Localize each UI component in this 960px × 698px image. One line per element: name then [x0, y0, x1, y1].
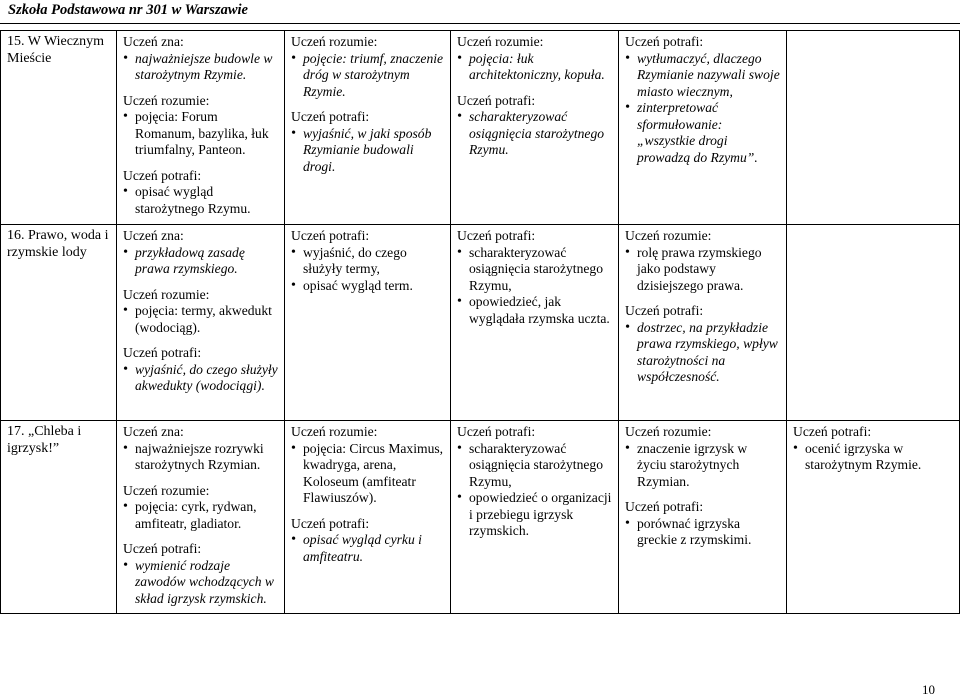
requirements-cell — [285, 421, 451, 614]
requirement-label: Uczeń potrafi: — [123, 167, 202, 183]
requirement-item: • dostrzec, na przykładzie prawa rzymskiego, wpływ starożytności na współczesność. — [625, 320, 780, 386]
requirement-list — [291, 532, 444, 565]
table-row — [1, 225, 960, 421]
requirement-list — [123, 51, 278, 84]
lesson-topic: 17. „Chleba i igrzysk!” — [7, 424, 82, 456]
lesson-topic: 15. W Wiecznym Mieście — [7, 34, 105, 66]
requirement-list — [123, 184, 278, 217]
requirement-item: • przykładową zasadę prawa rzymskiego. — [123, 245, 278, 278]
requirement-item: • wytłumaczyć, dlaczego Rzymianie nazywali swoje miasto wiecznym, — [625, 51, 780, 101]
requirement-list — [793, 441, 953, 474]
requirement-list — [291, 441, 444, 507]
requirement-item: • opowiedzieć o organizacji i przebiegu igrzysk rzymskich. — [457, 490, 612, 540]
requirement-list — [457, 441, 612, 540]
lesson-topic-cell — [1, 225, 117, 421]
requirements-cell — [451, 31, 619, 225]
requirements-cell — [619, 31, 787, 225]
requirement-list — [123, 499, 278, 532]
requirement-item: • wyjaśnić, w jaki sposób Rzymianie budowali drogi. — [291, 126, 444, 176]
requirement-label: Uczeń potrafi: — [291, 228, 370, 243]
requirement-item: • wyjaśnić, do czego służyły akwedukty (wodociągi). — [123, 362, 278, 395]
requirement-list — [291, 51, 444, 101]
requirements-cell — [619, 421, 787, 614]
requirement-list — [123, 303, 278, 336]
curriculum-table-body — [1, 31, 960, 614]
curriculum-table — [0, 30, 960, 614]
requirement-label: Uczeń rozumie: — [291, 34, 378, 49]
requirements-cell — [285, 31, 451, 225]
requirement-item: • scharakteryzować osiągnięcia starożytnego Rzymu. — [457, 109, 612, 159]
requirement-item: • pojęcia: Circus Maximus, kwadryga, arena, Koloseum (amfiteatr Flawiuszów). — [291, 441, 444, 507]
requirement-list — [625, 51, 780, 167]
requirement-label: Uczeń potrafi: — [793, 424, 872, 439]
requirement-list — [123, 245, 278, 278]
requirements-cell — [619, 225, 787, 421]
requirement-label: Uczeń rozumie: — [625, 228, 712, 243]
requirement-item: • wymienić rodzaje zawodów wchodzących w skład igrzysk rzymskich. — [123, 558, 278, 608]
requirement-item: • pojęcia: termy, akwedukt (wodociąg). — [123, 303, 278, 336]
requirement-label: Uczeń potrafi: — [625, 303, 704, 318]
requirement-list — [123, 109, 278, 159]
requirement-item: • ocenić igrzyska w starożytnym Rzymie. — [793, 441, 953, 474]
requirement-item: • scharakteryzować osiągnięcia starożytnego Rzymu, — [457, 245, 612, 295]
requirement-item: • pojęcia: Forum Romanum, bazylika, łuk triumfalny, Panteon. — [123, 109, 278, 159]
requirement-item: • najważniejsze rozrywki starożytnych Rzymian. — [123, 441, 278, 474]
requirement-item: • opowiedzieć, jak wyglądała rzymska uczta. — [457, 294, 612, 327]
requirement-label: Uczeń potrafi: — [625, 34, 704, 49]
requirement-list — [625, 245, 780, 295]
requirements-cell — [787, 225, 960, 421]
requirement-label: Uczeń rozumie: — [123, 286, 210, 302]
requirement-label: Uczeń potrafi: — [123, 345, 202, 360]
requirement-item: • znaczenie igrzysk w życiu starożytnych Rzymian. — [625, 441, 780, 491]
requirement-item: • wyjaśnić, do czego służyły termy, — [291, 245, 444, 278]
requirement-item: • zinterpretować sformułowanie: „wszystkie drogi prowadzą do Rzymu”. — [625, 100, 780, 166]
requirement-list — [625, 320, 780, 386]
requirement-label: Uczeń rozumie: — [291, 424, 378, 439]
requirement-item: • porównać igrzyska greckie z rzymskimi. — [625, 516, 780, 549]
requirement-item: • pojęcia: łuk architektoniczny, kopuła. — [457, 51, 612, 84]
requirement-item: • scharakteryzować osiągnięcia starożytnego Rzymu, — [457, 441, 612, 491]
requirement-list — [457, 109, 612, 159]
requirement-label: Uczeń potrafi: — [457, 228, 536, 243]
requirement-list — [457, 51, 612, 84]
requirement-label: Uczeń potrafi: — [457, 424, 536, 439]
school-header: Szkoła Podstawowa nr 301 w Warszawie — [8, 2, 248, 18]
table-row — [1, 31, 960, 225]
lesson-topic-cell — [1, 421, 117, 614]
page-number: 10 — [922, 682, 935, 697]
requirement-label: Uczeń rozumie: — [457, 34, 544, 49]
requirement-list — [123, 362, 278, 395]
requirement-label: Uczeń rozumie: — [625, 424, 712, 439]
requirement-label: Uczeń potrafi: — [291, 515, 370, 531]
requirements-cell — [451, 225, 619, 421]
requirement-item: • rolę prawa rzymskiego jako podstawy dzisiejszego prawa. — [625, 245, 780, 295]
requirement-list — [625, 441, 780, 491]
requirements-cell — [285, 225, 451, 421]
requirement-label: Uczeń potrafi: — [625, 499, 704, 514]
table-row — [1, 421, 960, 614]
requirement-list — [291, 245, 444, 295]
requirements-cell — [451, 421, 619, 614]
requirement-list — [123, 441, 278, 474]
requirement-label: Uczeń zna: — [123, 34, 184, 49]
requirements-cell — [787, 31, 960, 225]
requirement-label: Uczeń potrafi: — [457, 92, 536, 108]
requirement-list — [123, 558, 278, 608]
requirement-label: Uczeń potrafi: — [291, 109, 370, 124]
requirement-list — [625, 516, 780, 549]
requirement-label: Uczeń zna: — [123, 228, 184, 243]
requirements-cell — [117, 421, 285, 614]
requirement-label: Uczeń zna: — [123, 424, 184, 439]
lesson-topic-cell — [1, 31, 117, 225]
lesson-topic: 16. Prawo, woda i rzymskie lody — [7, 228, 109, 260]
requirements-cell — [787, 421, 960, 614]
requirement-label: Uczeń potrafi: — [123, 541, 202, 556]
requirement-item: • najważniejsze budowle w starożytnym Rzymie. — [123, 51, 278, 84]
requirement-item: • opisać wygląd term. — [291, 278, 444, 295]
requirements-cell — [117, 31, 285, 225]
requirements-cell — [117, 225, 285, 421]
requirement-list — [457, 245, 612, 328]
requirement-label: Uczeń rozumie: — [123, 92, 210, 108]
requirement-item: • opisać wygląd starożytnego Rzymu. — [123, 184, 278, 217]
requirement-list — [291, 126, 444, 176]
requirement-item: • pojęcia: cyrk, rydwan, amfiteatr, gladiator. — [123, 499, 278, 532]
requirement-label: Uczeń rozumie: — [123, 482, 210, 498]
requirement-item: • opisać wygląd cyrku i amfiteatru. — [291, 532, 444, 565]
header-divider — [0, 23, 960, 24]
requirement-item: • pojęcie: triumf, znaczenie dróg w starożytnym Rzymie. — [291, 51, 444, 101]
